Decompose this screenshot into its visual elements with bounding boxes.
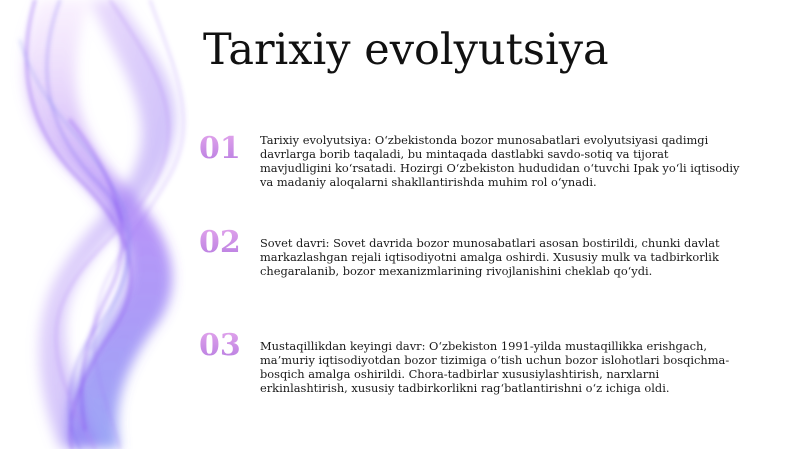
decorative-smoke-wave (0, 0, 230, 449)
item-text: Mustaqillikdan keyingi davr: O‘zbekiston 1991-yilda mustaqillikka erishgach, ma’muriy iqtisodiyotdan bozor tizimiga o‘tish uchun bozor islohotlari bosqichma-bosqich amalga oshirildi. Chora-tadbirlar xususiylashtirish, narxlarni erkinlashtirish, xususiy tadbirkorlikni rag‘batlantirishni o‘z ichiga oldi. (260, 339, 730, 395)
item-text: Tarixiy evolyutsiya: O‘zbekistonda bozor munosabatlari evolyutsiyasi qadimgi davrlarga borib taqaladi, bu mintaqada dastlabki savdo-sotiq va tijorat mavjudligini ko‘rsatadi. Hozirgi O‘zbekiston hududidan o‘tuvchi Ipak yo‘li iqtisodiy va madaniy aloqalarni shakllantirishda muhim rol o‘ynadi. (260, 133, 740, 189)
item-text: Sovet davri: Sovet davrida bozor munosabatlari asosan bostirildi, chunki davlat markazlashgan rejali iqtisodiyotni amalga oshirdi. Xususiy mulk va tadbirkorlik chegaralanib, bozor mexanizmlarining rivojlanishini cheklab qo‘ydi. (260, 236, 720, 278)
item-number: 02 (199, 225, 241, 260)
item-number: 01 (199, 131, 241, 166)
page-title: Tarixiy evolyutsiya (203, 25, 609, 75)
item-number: 03 (199, 328, 241, 363)
